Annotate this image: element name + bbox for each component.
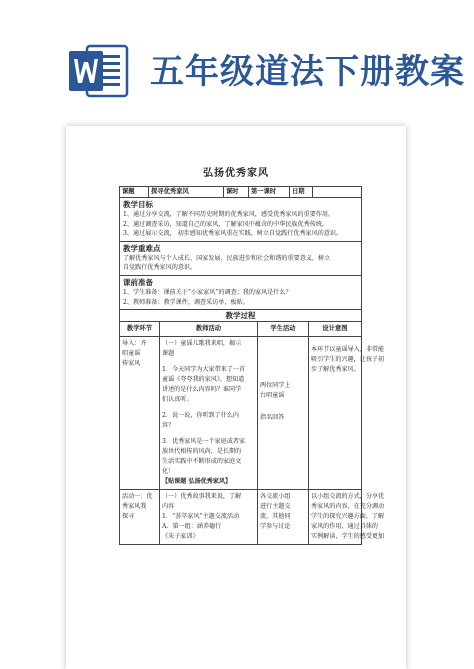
info-row [120, 187, 361, 198]
teacher-line: 3．优秀家风是一个家庭或者家 [162, 438, 246, 446]
process-row [120, 490, 385, 544]
intent-line: 实例解读，学生的感受更加 [311, 533, 385, 541]
intent-line: 步了解优秀家风。 [311, 366, 360, 374]
column-header-intent: 设计意图 [322, 325, 348, 333]
teacher-line: （一）优秀故事我来说，了解 [162, 493, 242, 501]
stage-line: 唱童谣 [122, 350, 141, 358]
preparation-heading: 课前准备 [123, 277, 153, 287]
student-line: 流，其他同 [260, 513, 291, 521]
teacher-line: 《朱子家训》 [162, 533, 199, 541]
teacher-line: 容？ [162, 422, 175, 430]
process-section-header [120, 310, 361, 322]
teacher-line: 族世代相传的风尚，是长期的 [162, 448, 242, 456]
stage-cell [120, 490, 160, 544]
teacher-line: 童谣《夸夸我的家风》，想知道 [162, 376, 245, 384]
teacher-line: 2．说一说，你听到了什么内 [162, 412, 240, 420]
teacher-line: 生活实践中不断形成的家庭文 [162, 458, 242, 466]
document-title: 弘扬优秀家风 [203, 168, 269, 179]
stage-cell [120, 337, 160, 489]
goal-line: 2、通过调查采访，知道自己的家风，了解家风中蕴含的中华民族优秀传统。 [123, 220, 328, 228]
teacher-line: 们认真听。 [162, 396, 193, 404]
teacher-line: 1．“荟萃家风”主题交流活动 [162, 513, 240, 521]
teacher-line: 化！ [162, 468, 175, 476]
student-line: 各交流小组 [260, 493, 291, 501]
student-line: 两位同学上 [260, 382, 291, 390]
teacher-line: （一）童谣儿歌我来唱，揭示 [162, 340, 242, 348]
teacher-line: 内容 [162, 503, 175, 511]
key-points-heading: 教学重难点 [123, 243, 161, 253]
student-line: 指名回答 [260, 414, 285, 422]
teacher-cell [160, 490, 258, 544]
topic-value: 探寻优秀家风 [149, 187, 224, 197]
stage-line: 秀家风我 [122, 503, 147, 511]
stage-line: 探寻 [122, 513, 135, 521]
period-value: 第一课时 [249, 187, 290, 197]
stage-line: 活动一：优 [122, 493, 153, 501]
preparation-section [120, 276, 361, 310]
column-header-stage: 教学环节 [120, 322, 160, 336]
key-point-line: 自觉践行优秀家风的意识。 [123, 264, 197, 272]
column-header-student: 学生活动 [258, 322, 309, 336]
goal-line: 3、通过展示交流， 初步感知优秀家风重在实践，树立自觉践行优秀家风的意识。 [123, 230, 343, 238]
teacher-line: 课题 [162, 350, 175, 358]
student-cell [258, 337, 309, 489]
date-label: 日期 [290, 187, 313, 197]
word-icon [67, 40, 129, 102]
intent-line: 本环节以童谣导入，非常能 [311, 346, 385, 354]
header-banner [0, 0, 474, 118]
process-column-headers [120, 322, 361, 337]
teacher-line: A．第一组：涵养德行 [162, 523, 222, 531]
stage-line: 导入：齐 [122, 340, 147, 348]
intent-line: 吸引学生的兴趣，让孩子初 [311, 356, 385, 364]
column-header-teacher: 教师活动 [160, 322, 258, 336]
key-points-section [120, 242, 361, 276]
teacher-cell [160, 337, 258, 489]
intent-line: 秀家风的内容，在充分调动 [311, 503, 385, 511]
intent-cell [309, 490, 386, 544]
teacher-line: 【贴课题 弘扬优秀家风】 [162, 478, 232, 486]
process-row [120, 337, 385, 490]
goal-line: 1、通过分享交流，了解不同历史时期的优秀家风，感受优秀家风的重要作用。 [123, 211, 335, 218]
student-line: 台唱童谣 [260, 392, 285, 400]
preparation-line: 2、教师准备：教学课件，调查采访单，板贴。 [123, 298, 249, 306]
key-point-line: 了解优秀家风与个人成长、国家发展、民族进步和社会和谐的重要意义，树立 [123, 254, 331, 262]
goals-heading: 教学目标 [123, 200, 153, 209]
date-value [313, 187, 361, 197]
teacher-line: 1．今天同学为大家带来了一首 [162, 366, 246, 374]
student-line: 进行主题交 [260, 503, 291, 511]
intent-line: 以小组交流的方式，分享优 [311, 493, 385, 501]
student-cell [258, 490, 309, 544]
topic-label: 课题 [120, 187, 149, 197]
process-heading: 教学过程 [225, 311, 256, 321]
student-line: 学参与讨论 [260, 523, 291, 531]
lesson-plan-table [119, 186, 385, 545]
document-page [66, 126, 406, 669]
goals-section [120, 198, 361, 242]
stage-line: 传家风 [122, 360, 141, 368]
intent-line: 家风的作用，通过具体的 [311, 523, 379, 531]
preparation-line: 1、学生准备：课前关于“小家家风”的调查；我的家风是什么？ [123, 288, 292, 296]
period-label: 课时 [224, 187, 249, 197]
intent-cell [309, 337, 386, 489]
intent-line: 学生的探究兴趣方面，了解 [311, 513, 385, 521]
teacher-line: 讲述的是什么内容吗？谁同学 [162, 386, 242, 394]
banner-title: 五年级道法下册教案 [150, 52, 465, 92]
